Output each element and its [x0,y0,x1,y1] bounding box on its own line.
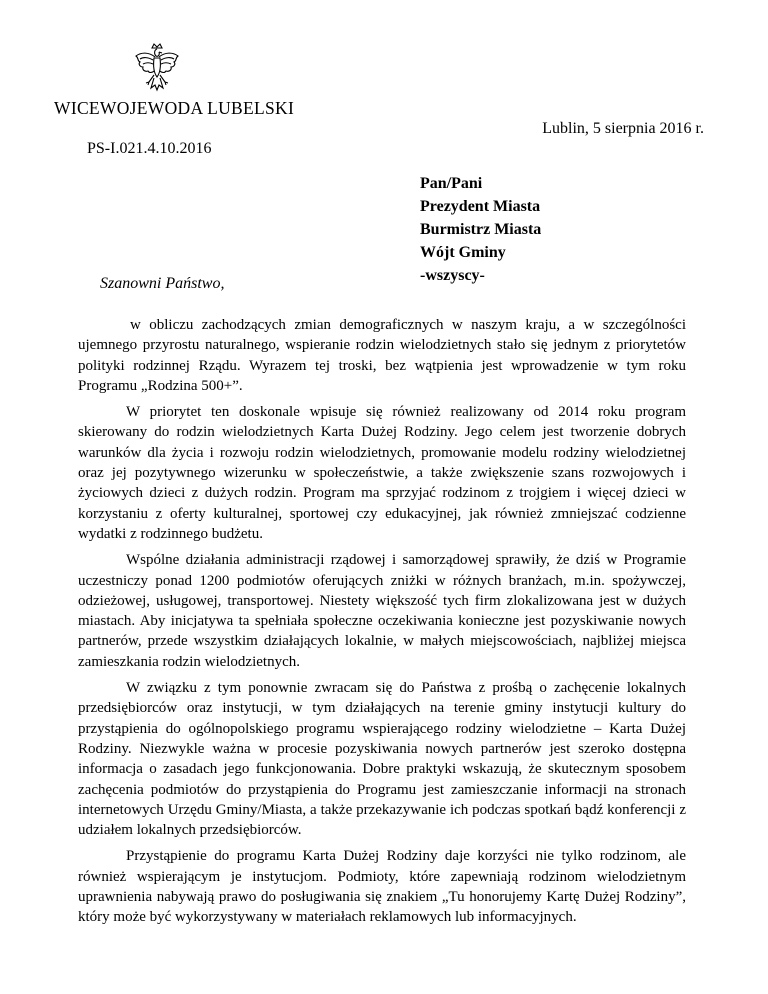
recipients-block [420,172,541,287]
recipient-line: Burmistrz Miasta [420,221,542,238]
recipient-line: Wójt Gminy [420,244,506,261]
body-paragraph: W priorytet ten doskonale wpisuje się również realizowany od 2014 roku program skierowany do rodzin wielodzietnych Karta Dużej Rodziny. Jego celem jest tworzenie dobrych warunków dla życia i rozwoju rodzin wielodzietnych, promowanie modelu rodziny wielodzietnej oraz jej pozytywnego wizerunku w społeczeństwie, a także zwiększenie szans rozwojowych i życiowych dzieci z dużych rodzin. Program ma sprzyjać rodzinom z trojgiem i więcej dzieci w korzystaniu z oferty kulturalnej, sportowej czy edukacyjnej, jak również zmniejszać codzienne wydatki z rodzinnego budżetu. [78,404,686,542]
body-paragraph: W związku z tym ponownie zwracam się do Państwa z prośbą o zachęcenie lokalnych przedsiębiorców oraz instytucji, w tym działających na terenie gminy instytucji kultury do przystąpienia do ogólnopolskiego programu wspierającego rodziny wielodzietne – Karta Dużej Rodziny. Niezwykle ważna w procesie pozyskiwania nowych partnerów jest szeroko dostępna informacja o zasadach jego funkcjonowania. Dobre praktyki wskazują, że skutecznym sposobem zachęcenia podmiotów do przystąpienia do Programu jest zamieszczanie informacji na stronach internetowych Urzędu Gminy/Miasta, a także przekazywanie ich podczas spotkań bądź konferencji z udziałem lokalnych przedsiębiorców. [78,680,686,839]
recipient-line: -wszyscy- [420,267,485,284]
place-date: Lublin, 5 sierpnia 2016 r. [542,120,704,137]
recipient-line: Prezydent Miasta [420,198,541,215]
reference-number: PS-I.021.4.10.2016 [87,140,212,157]
eagle-emblem-icon [133,42,181,94]
recipient-line: Pan/Pani [420,175,483,192]
body-paragraph: w obliczu zachodzących zmian demograficznych w naszym kraju, a w szczególności ujemnego przyrostu naturalnego, wspieranie rodzin wielodzietnych stało się jednym z priorytetów polityki rodzinnej Rządu. Wyrazem tej troski, bez wątpienia jest wprowadzenie w tym roku Programu „Rodzina 500+”. [78,317,686,394]
issuer-title: WICEWOJEWODA LUBELSKI [54,98,295,118]
body-paragraph: Przystąpienie do programu Karta Dużej Rodziny daje korzyści nie tylko rodzinom, ale również wspierającym je instytucjom. Podmioty, które zapewniają rodzinom wielodzietnym uprawnienia nabywają prawo do posługiwania się znakiem „Tu honorujemy Kartę Dużej Rodziny”, który może być wykorzystywany w materiałach reklamowych lub informacyjnych. [78,848,686,926]
letter-body [78,315,686,934]
salutation: Szanowni Państwo, [100,275,225,292]
body-paragraph: Wspólne działania administracji rządowej i samorządowej sprawiły, że dziś w Programie uczestniczy ponad 1200 podmiotów oferujących zniżki w różnych branżach, m.in. spożywczej, odzieżowej, usługowej, transportowej. Niestety większość tych firm zlokalizowana jest w dużych miastach. Aby inicjatywa ta spełniała społeczne oczekiwania konieczne jest pozyskiwanie nowych partnerów, przede wszystkim działających lokalnie, w małych miejscowościach, najbliżej miejsca zamieszkania rodzin wielodzietnych. [78,552,686,670]
